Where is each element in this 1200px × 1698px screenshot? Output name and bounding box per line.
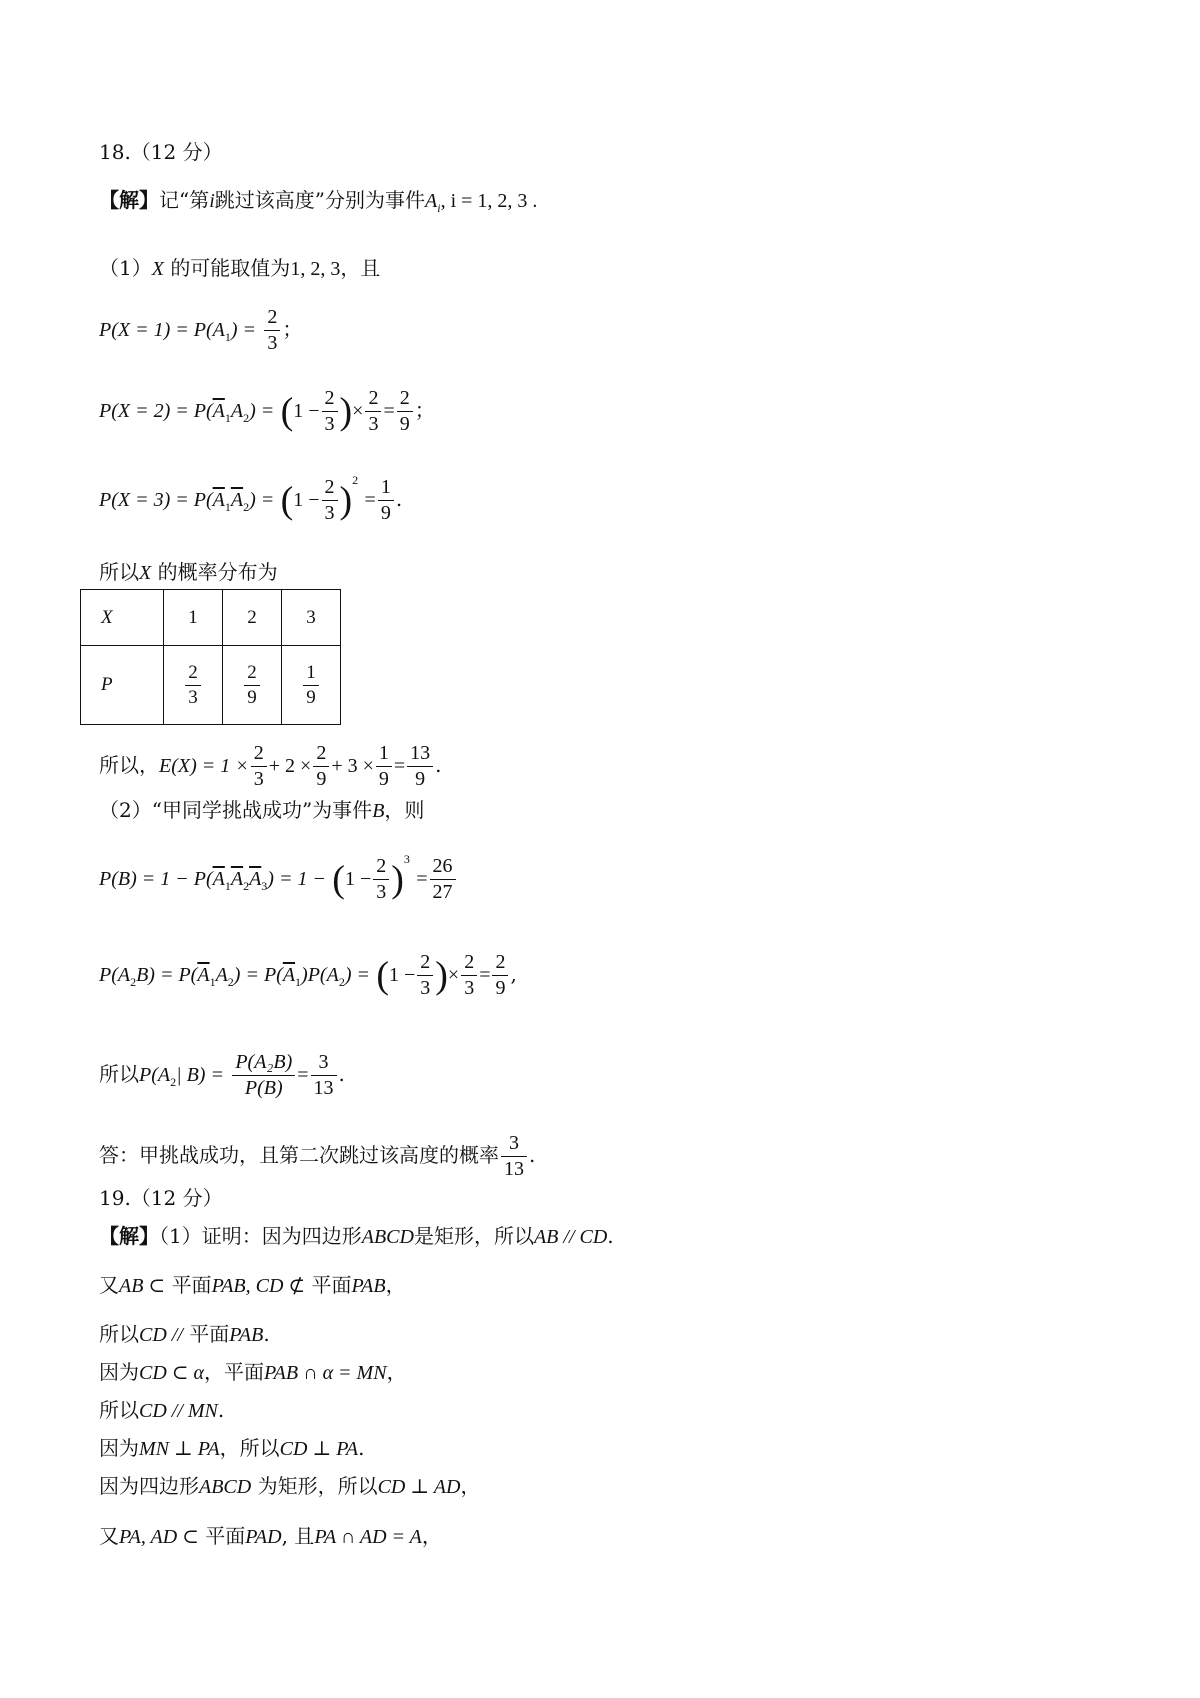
q19-line5: 所以CD // MN. — [99, 1398, 225, 1422]
q19-line6: 因为MN ⊥ PA，所以CD ⊥ PA. — [99, 1436, 365, 1460]
eq-px2: $P(X = 2) = P(\overline{A}_1A_2) = (1$ − $\frac{2}{3}$ )× $\frac{2}{3}$ = $\frac{2}{9}$ ； — [99, 387, 435, 435]
table-cell: 3 — [282, 590, 341, 646]
table-cell: 1 — [164, 590, 223, 646]
eq-px1: $P(X = 1) = P(A_1)$ = $\frac{2}{3}$ ； — [99, 306, 303, 354]
table-cell: $\frac{1}{9}$ — [282, 646, 341, 725]
table-cell: 2 — [223, 590, 282, 646]
q19-line3: 所以CD // 平面PAB. — [99, 1322, 270, 1346]
q18-part2-intro: （2）“甲同学挑战成功”为事件B，则 — [99, 798, 425, 822]
eq-pb: $P(B) = 1 - P(\overline{A}_1\overline{A}_2\overline{A}_3) = 1 - (1$ − $\frac{2}{3}$ )$^3$ = $\frac{26}{27}$ — [99, 853, 458, 905]
eq-conditional: 所以$P(A_2|$ B) = $\frac{\text{P(A₂B)}}{P(B)}$ = $\frac{3}{13}$ . — [99, 1051, 345, 1099]
q18-part1-intro: （1）X 的可能取值为1, 2, 3，且 — [99, 256, 381, 280]
q18-answer: 答：甲挑战成功，且第二次跳过该高度的概率 $\frac{3}{13}$ . — [99, 1132, 536, 1180]
table-cell: P — [81, 646, 164, 725]
table-cell: $\frac{2}{9}$ — [223, 646, 282, 725]
q19-line8: 又PA, AD ⊂ 平面PAD, 且PA ∩ AD = A， — [99, 1524, 442, 1548]
q19-line1: 【解】（1）证明：因为四边形ABCD是矩形，所以AB // CD. — [99, 1224, 614, 1248]
eq-expectation: 所以，E(X) = 1 × $\frac{2}{3}$ + 2 × $\frac{2}{9}$ + 3 × $\frac{1}{9}$ = $\frac{13}{9}$ . — [99, 742, 442, 790]
q19-line7: 因为四边形ABCD 为矩形，所以CD ⊥ AD， — [99, 1474, 481, 1498]
eq-pa2b: $P(A_2B) = P(\overline{A}_1A_2) = P(\overline{A}_1)P(A_2) = (1$ − $\frac{2}{3}$ )× $\frac{2}{3}$ = $\frac{2}{9}$ , — [99, 951, 517, 999]
table-cell: $\frac{2}{3}$ — [164, 646, 223, 725]
q19-line2: 又AB ⊂ 平面PAB, CD ⊄ 平面PAB， — [99, 1273, 406, 1297]
eq-px3: $P(X = 3) = P(\overline{A}_1\overline{A}_2) = (1$ − $\frac{2}{3}$ )$^2$ = $\frac{1}{9}$ . — [99, 473, 403, 524]
table-cell: X — [81, 590, 164, 646]
q18-header: 18.（12 分） — [99, 140, 223, 164]
q18-intro: 【解】记“第i跳过该高度”分别为事件$A_i$, i = 1, 2, 3 . — [99, 188, 538, 215]
distribution-table — [80, 589, 341, 725]
q19-header: 19.（12 分） — [99, 1186, 223, 1210]
dist-intro: 所以X 的概率分布为 — [99, 560, 278, 584]
q19-line4: 因为CD ⊂ α，平面PAB ∩ α = MN， — [99, 1360, 407, 1384]
